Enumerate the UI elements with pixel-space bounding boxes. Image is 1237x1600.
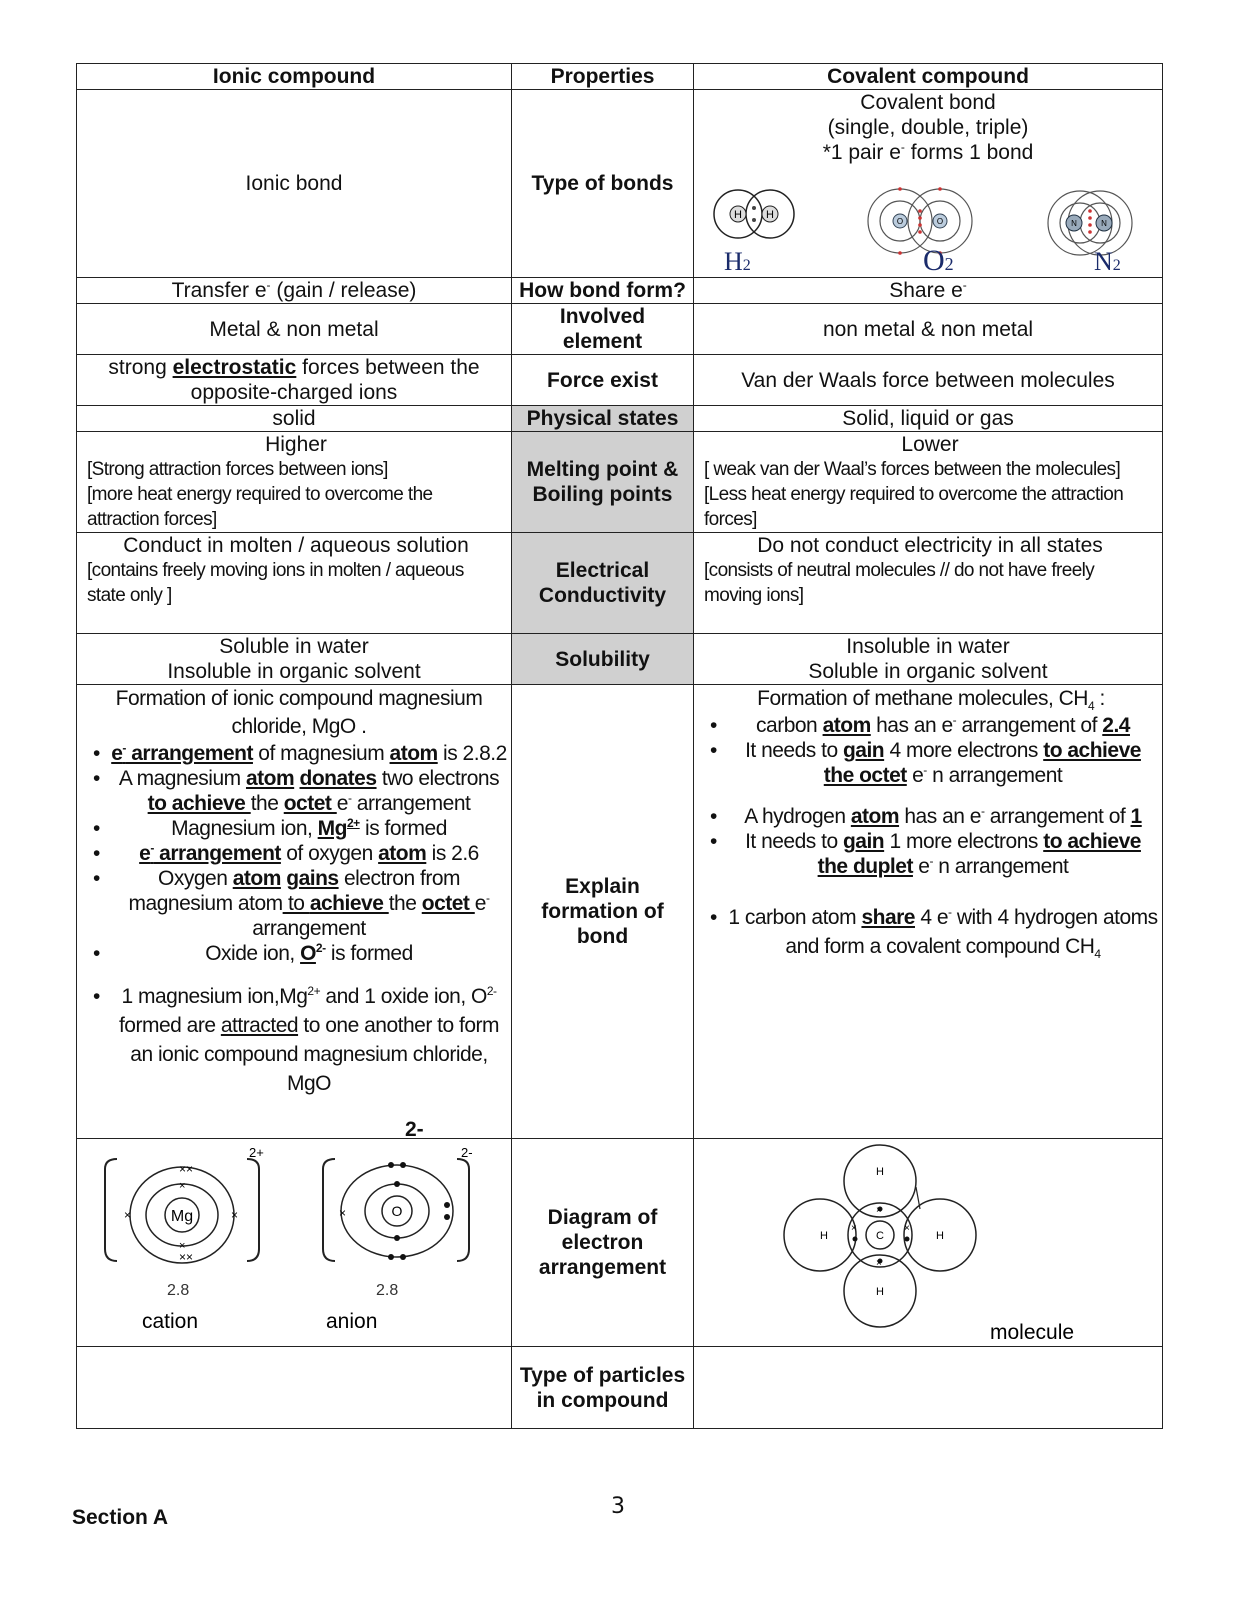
svg-text:molecule: molecule (990, 1321, 1075, 1344)
covalent-electrical-cell: Do not conduct electricity in all states [consists of neutral molecules // do not have freely moving ions] (694, 533, 1163, 634)
row-physical-states (77, 406, 1163, 432)
svg-text:×: × (876, 1258, 882, 1269)
comparison-table (76, 63, 1163, 1429)
row-melting-point (77, 432, 1163, 533)
o-ion-diagram (323, 1145, 473, 1333)
covalent-explain-cell: Formation of methane molecules, $CH_4$ : • carbon atom has an e- arrangement of 2.4 • It needs to gain 4 more electrons to achieve the octet e- n arrangement • A hydrogen atom has an e- arrangement of 1 • It needs to gain 1 more electrons to achieve the duplet e- n arrangement • 1 carbon atom share 4 e- with 4 hydrogen atoms and form a covalent compound $CH_4$ (694, 685, 1163, 1139)
svg-text:H: H (734, 209, 742, 221)
svg-text:×: × (851, 1223, 857, 1234)
svg-text:N: N (1071, 219, 1077, 228)
svg-text:×: × (179, 1240, 186, 1252)
svg-text:O: O (896, 217, 904, 226)
row-electrical (77, 533, 1163, 634)
property-force-exist: Force exist (512, 355, 694, 406)
covalent-particles-cell (694, 1347, 1163, 1429)
ionic-step-2: • A magnesium atom donates two electrons to achieve the octet e- arrangement (111, 766, 507, 816)
bond-diagrams (694, 166, 1163, 278)
row-explain (77, 685, 1163, 1139)
svg-text:anion: anion (326, 1310, 378, 1333)
ionic-melting-cell: Higher [Strong attraction forces between ions] [more heat energy required to overcome the attraction forces] (77, 432, 512, 533)
svg-text:×: × (124, 1208, 132, 1222)
property-particles: Type of particles in compound (512, 1347, 694, 1429)
h2-label: H2 (724, 247, 751, 276)
ionic-diagram-cell (77, 1118, 512, 1347)
covalent-bond-cell (694, 90, 1163, 278)
svg-text:××: ×× (179, 1162, 194, 1176)
ionic-elements-cell: Metal & non metal (77, 304, 512, 355)
covalent-step-2: • It needs to gain 4 more electrons to achieve the octet e- n arrangement (728, 738, 1158, 788)
covalent-step-5: • 1 carbon atom share 4 e- with 4 hydrogen atoms and form a covalent compound $CH_4$ (728, 903, 1158, 961)
covalent-bond-text: Covalent bond (single, double, triple) *1 pair e- forms 1 bond (822, 91, 1034, 164)
covalent-solubility-cell: Insoluble in water Soluble in organic solvent (694, 634, 1163, 685)
row-solubility (77, 634, 1163, 685)
row-diagram (77, 1139, 1163, 1347)
svg-text:××: ×× (179, 1250, 194, 1264)
svg-text:2-: 2- (461, 1145, 473, 1160)
property-how-bond-form: How bond form? (512, 278, 694, 304)
header-properties: Properties (512, 64, 694, 90)
stray-charge-label: 2- (405, 1118, 424, 1141)
covalent-step-3: • A hydrogen atom has an e- arrangement of 1 (728, 804, 1158, 829)
svg-text:H: H (876, 1286, 884, 1298)
property-electrical: Electrical Conductivity (512, 533, 694, 634)
ionic-electrical-cell: Conduct in molten / aqueous solution [contains freely moving ions in molten / aqueous state only ] (77, 533, 512, 634)
header-ionic: Ionic compound (77, 64, 512, 90)
o2-molecule-diagram (868, 187, 972, 255)
svg-text:Mg: Mg (170, 1208, 194, 1225)
svg-text:N: N (1101, 219, 1107, 228)
property-physical-states: Physical states (512, 406, 694, 432)
svg-text:×: × (179, 1180, 186, 1192)
svg-text:O: O (936, 217, 944, 226)
row-force-exist (77, 355, 1163, 406)
ionic-transfer-cell: Transfer e- (gain / release) (77, 278, 512, 304)
svg-text:H: H (766, 209, 774, 221)
svg-text:H: H (876, 1166, 884, 1178)
ionic-step-5: • Oxygen atom gains electron from magnesium atom to achieve the octet e- arrangement (111, 866, 507, 941)
svg-text:O: O (391, 1203, 403, 1219)
n2-label: N2 (1094, 247, 1121, 276)
property-type-of-bonds: Type of bonds (512, 90, 694, 278)
ionic-step-4: • e- arrangement of oxygen atom is 2.6 (111, 841, 507, 866)
covalent-diagram-cell (694, 1139, 1163, 1347)
covalent-elements-cell: non metal & non metal (694, 304, 1163, 355)
ionic-electron-diagram (77, 1139, 512, 1346)
svg-text:cation: cation (142, 1310, 199, 1333)
header-row (77, 64, 1163, 90)
svg-text:2+: 2+ (249, 1145, 264, 1160)
covalent-force-cell: Van der Waals force between molecules (694, 355, 1163, 406)
svg-text:H: H (820, 1230, 828, 1242)
n2-molecule-diagram (1048, 191, 1132, 255)
covalent-step-4: • It needs to gain 1 more electrons to achieve the duplet e- n arrangement (728, 829, 1158, 879)
svg-text:×: × (904, 1223, 910, 1234)
page-number: 3 (611, 1494, 625, 1519)
covalent-step-1: • carbon atom has an e- arrangement of 2.4 (728, 713, 1158, 738)
section-label: Section A (72, 1506, 169, 1529)
property-explain: Explain formation of bond (512, 685, 694, 1139)
h2-molecule-diagram (714, 190, 794, 238)
ionic-step-1: • e- arrangement of magnesium atom is 2.8.2 (111, 741, 507, 766)
ionic-step-6: • Oxide ion, $O^{2-}$ is formed (111, 941, 507, 966)
ionic-solubility-cell: Soluble in water Insoluble in organic solvent (77, 634, 512, 685)
ionic-step-7: • 1 magnesium $ion,Mg^{2+}$ and 1 oxide ion, $O^{2-}$ formed are attracted to one another to form an ionic compound magnesium chloride, MgO (111, 982, 507, 1098)
row-how-bond-form (77, 278, 1163, 304)
header-covalent: Covalent compound (694, 64, 1163, 90)
svg-text:2.8: 2.8 (167, 1282, 190, 1299)
ionic-bond-cell: Ionic bond (77, 90, 512, 278)
ionic-state-cell: solid (77, 406, 512, 432)
svg-text:H: H (936, 1230, 944, 1242)
svg-text:×: × (231, 1208, 239, 1222)
property-solubility: Solubility (512, 634, 694, 685)
svg-text:2.8: 2.8 (376, 1282, 399, 1299)
ionic-explain-cell: Formation of ionic compound magnesium chloride, MgO . • e- arrangement of magnesium atom is 2.8.2 • A magnesium atom donates two electrons to achieve the octet e- arrangement • Magnesium ion, $Mg^{2+}$ is formed • e- arrangement of oxygen atom is 2.6 • Oxygen atom gains electron from magnesium atom to achieve the octet e- arrangement • Oxide ion, $O^{2-}$ is formed • 1 magnesium $ion,Mg^{2+}$ and 1 oxide ion, $O^{2-}$ formed are attracted to one another to form an ionic compound magnesium chloride, MgO (77, 685, 512, 1139)
property-melting-point: Melting point & Boiling points (512, 432, 694, 533)
covalent-state-cell: Solid, liquid or gas (694, 406, 1163, 432)
covalent-melting-cell: Lower [ weak van der Waal’s forces between the molecules] [Less heat energy required to overcome the attraction forces] (694, 432, 1163, 533)
mg-ion-diagram (105, 1145, 264, 1333)
covalent-share-cell: Share e- (694, 278, 1163, 304)
svg-text:×: × (876, 1205, 882, 1216)
ionic-step-3: • Magnesium ion, $Mg^{2+}$ is formed (111, 816, 507, 841)
o2-label: O2 (923, 244, 954, 277)
property-involved-element: Involved element (512, 304, 694, 355)
svg-text:×: × (339, 1206, 347, 1220)
row-involved-element (77, 304, 1163, 355)
ionic-particles-cell (77, 1347, 512, 1429)
row-type-of-bonds (77, 90, 1163, 278)
ch4-electron-diagram (694, 1139, 1163, 1346)
property-diagram: Diagram of electron arrangement (512, 1139, 694, 1347)
ionic-force-cell: strong electrostatic forces between the opposite-charged ions (77, 355, 512, 406)
row-particles (77, 1347, 1163, 1429)
svg-text:C: C (876, 1230, 884, 1242)
